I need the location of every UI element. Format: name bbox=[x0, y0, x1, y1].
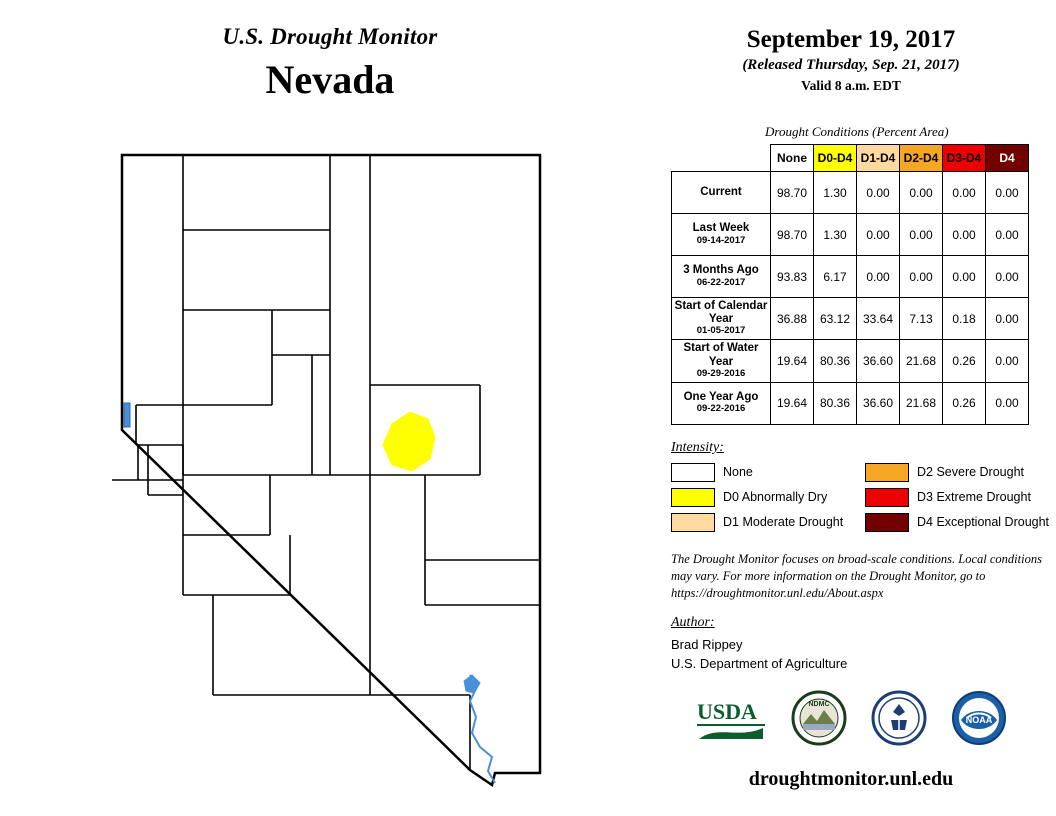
cell-3mo-d0: 6.17 bbox=[814, 256, 857, 298]
map-svg bbox=[40, 135, 660, 795]
legend-item-d4 bbox=[865, 513, 1049, 531]
cell-1yr-none: 19.64 bbox=[771, 382, 814, 424]
cell-1yr-d4: 0.00 bbox=[986, 382, 1029, 424]
cell-wy-d1: 36.60 bbox=[857, 340, 900, 382]
cell-wy-d4: 0.00 bbox=[986, 340, 1029, 382]
row-label-text: One Year Ago bbox=[683, 391, 759, 404]
usda-seal-logo bbox=[871, 690, 927, 751]
legend-swatch-d0-icon bbox=[671, 488, 715, 507]
row-label-text: Last Week bbox=[692, 222, 750, 235]
legend-item-d2 bbox=[865, 463, 1024, 481]
table-row bbox=[672, 256, 1029, 298]
row-label-start-water-year bbox=[672, 340, 771, 382]
page-title: U.S. Drought Monitor bbox=[222, 24, 438, 49]
column-header-d4: D4 bbox=[986, 145, 1029, 172]
table-caption: Drought Conditions (Percent Area) bbox=[765, 124, 949, 139]
row-label-text: Start of Water Year bbox=[683, 342, 759, 368]
row-label-date: 09-14-2017 bbox=[696, 234, 746, 246]
column-header-d0-d4: D0-D4 bbox=[814, 145, 857, 172]
cell-cy-d4: 0.00 bbox=[986, 298, 1029, 340]
svg-text:NOAA: NOAA bbox=[965, 715, 993, 725]
row-label-text: 3 Months Ago bbox=[683, 264, 759, 277]
intensity-legend-title: Intensity: bbox=[671, 440, 724, 455]
legend-item-d0 bbox=[671, 488, 827, 506]
svg-text:USDA: USDA bbox=[697, 698, 757, 724]
cell-wy-d3: 0.26 bbox=[943, 340, 986, 382]
svg-text:NDMC: NDMC bbox=[808, 701, 830, 708]
row-label-3-months-ago bbox=[672, 256, 771, 298]
column-header-d2-d4: D2-D4 bbox=[900, 145, 943, 172]
cell-cy-d0: 63.12 bbox=[814, 298, 857, 340]
cell-current-d3: 0.00 bbox=[943, 172, 986, 214]
cell-cy-d3: 0.18 bbox=[943, 298, 986, 340]
cell-3mo-none: 93.83 bbox=[771, 256, 814, 298]
row-label-start-calendar-year bbox=[672, 298, 771, 340]
row-label-date: 09-29-2016 bbox=[696, 367, 746, 379]
column-header-d3-d4: D3-D4 bbox=[943, 145, 986, 172]
row-label-last-week bbox=[672, 214, 771, 256]
drought-conditions-table bbox=[671, 144, 1029, 425]
cell-1yr-d2: 21.68 bbox=[900, 382, 943, 424]
row-label-date: 09-22-2016 bbox=[696, 403, 746, 415]
cell-3mo-d2: 0.00 bbox=[900, 256, 943, 298]
legend-label-d2: D2 Severe Drought bbox=[917, 465, 1025, 479]
cell-cy-d2: 7.13 bbox=[900, 298, 943, 340]
table-corner-cell bbox=[672, 145, 771, 172]
row-label-one-year-ago bbox=[672, 382, 771, 424]
legend-swatch-d2-icon bbox=[865, 463, 909, 482]
cell-last-week-d3: 0.00 bbox=[943, 214, 986, 256]
legend-item-d3 bbox=[865, 488, 1031, 506]
cell-current-d4: 0.00 bbox=[986, 172, 1029, 214]
cell-1yr-d0: 80.36 bbox=[814, 382, 857, 424]
state-outline bbox=[122, 155, 540, 785]
legend-swatch-d1-icon bbox=[671, 513, 715, 532]
cell-wy-d0: 80.36 bbox=[814, 340, 857, 382]
legend-label-d0: D0 Abnormally Dry bbox=[723, 490, 828, 504]
cell-current-none: 98.70 bbox=[771, 172, 814, 214]
legend-item-d1 bbox=[671, 513, 843, 531]
row-label-current bbox=[672, 172, 771, 214]
table-row bbox=[672, 298, 1029, 340]
right-panel bbox=[660, 0, 1056, 816]
ndmc-logo bbox=[791, 690, 847, 751]
row-label-date: 01-05-2017 bbox=[696, 325, 746, 337]
cell-last-week-d1: 0.00 bbox=[857, 214, 900, 256]
report-date: September 19, 2017 bbox=[746, 26, 956, 53]
cell-1yr-d1: 36.60 bbox=[857, 382, 900, 424]
valid-time: Valid 8 a.m. EDT bbox=[801, 78, 901, 93]
cell-last-week-none: 98.70 bbox=[771, 214, 814, 256]
legend-swatch-d3-icon bbox=[865, 488, 909, 507]
cell-cy-none: 36.88 bbox=[771, 298, 814, 340]
row-label-text: Start of Calendar Year bbox=[674, 300, 768, 326]
cell-3mo-d1: 0.00 bbox=[857, 256, 900, 298]
table-row bbox=[672, 214, 1029, 256]
usda-logo bbox=[695, 695, 767, 747]
legend-label-none: None bbox=[723, 465, 753, 479]
cell-1yr-d3: 0.26 bbox=[943, 382, 986, 424]
cell-last-week-d0: 1.30 bbox=[814, 214, 857, 256]
cell-current-d0: 1.30 bbox=[814, 172, 857, 214]
legend-item-none bbox=[671, 463, 753, 481]
cell-3mo-d4: 0.00 bbox=[986, 256, 1029, 298]
state-title: Nevada bbox=[265, 57, 395, 102]
legend-label-d1: D1 Moderate Drought bbox=[723, 515, 844, 529]
cell-cy-d1: 33.64 bbox=[857, 298, 900, 340]
cell-last-week-d2: 0.00 bbox=[900, 214, 943, 256]
nevada-drought-map bbox=[40, 135, 660, 795]
column-header-d1-d4: D1-D4 bbox=[857, 145, 900, 172]
cell-current-d2: 0.00 bbox=[900, 172, 943, 214]
table-header-row bbox=[672, 145, 1029, 172]
cell-wy-d2: 21.68 bbox=[900, 340, 943, 382]
cell-wy-none: 19.64 bbox=[771, 340, 814, 382]
legend-swatch-d4-icon bbox=[865, 513, 909, 532]
author-organization: U.S. Department of Agriculture bbox=[671, 656, 848, 671]
lake-tahoe bbox=[124, 403, 130, 427]
table-row bbox=[672, 340, 1029, 382]
date-block bbox=[660, 26, 1042, 94]
author-name: Brad Rippey bbox=[671, 637, 743, 652]
column-header-none: None bbox=[771, 145, 814, 172]
table-row bbox=[672, 382, 1029, 424]
legend-label-d4: D4 Exceptional Drought bbox=[917, 515, 1050, 529]
title-block bbox=[0, 24, 660, 103]
noaa-logo bbox=[951, 690, 1007, 751]
table-row bbox=[672, 172, 1029, 214]
author-title: Author: bbox=[671, 615, 715, 630]
release-date: (Released Thursday, Sep. 21, 2017) bbox=[742, 57, 960, 73]
cell-current-d1: 0.00 bbox=[857, 172, 900, 214]
logo-row bbox=[660, 690, 1042, 751]
legend-swatch-none-icon bbox=[671, 463, 715, 482]
cell-last-week-d4: 0.00 bbox=[986, 214, 1029, 256]
disclaimer-text: The Drought Monitor focuses on broad-scale conditions. Local conditions may vary. For more information on the Drought Monitor, go to https://droughtmonitor.unl.edu/About.aspx bbox=[671, 552, 1042, 600]
site-url: droughtmonitor.unl.edu bbox=[748, 768, 954, 790]
cell-3mo-d3: 0.00 bbox=[943, 256, 986, 298]
row-label-date: 06-22-2017 bbox=[696, 276, 746, 288]
legend-label-d3: D3 Extreme Drought bbox=[917, 490, 1031, 504]
row-label-text: Current bbox=[700, 185, 742, 198]
